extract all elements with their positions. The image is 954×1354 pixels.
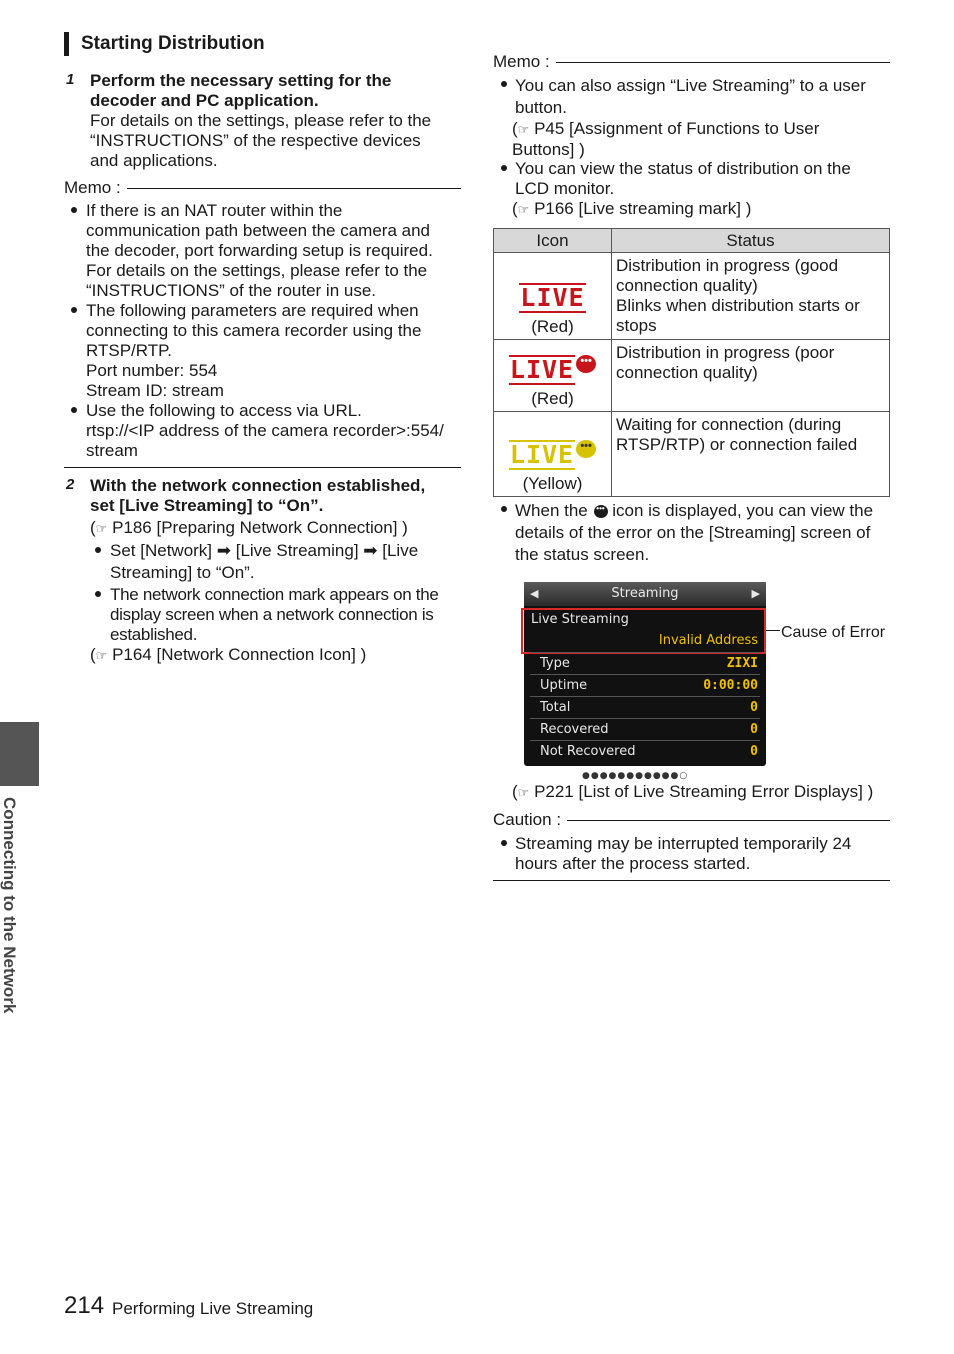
- bullet-line: LCD monitor.: [515, 179, 615, 198]
- step-1-body-line: and applications.: [90, 151, 218, 170]
- row-value: 0: [750, 722, 758, 737]
- memo-left-bullet-3: [86, 401, 444, 461]
- bullet-line: established.: [110, 625, 198, 644]
- memo-right-bullet-2: [515, 159, 851, 199]
- status-cell: [612, 253, 890, 340]
- warning-bubble-icon: •••: [576, 355, 596, 373]
- hand-pointer-icon: ☞: [95, 521, 108, 536]
- bullet-line: The network connection mark appears on the: [110, 585, 439, 604]
- ref-paren: (: [512, 199, 518, 218]
- status-line: RTSP/RTP) or connection failed: [616, 435, 858, 454]
- bullet-line: You can view the status of distribution on the: [515, 159, 851, 178]
- hand-pointer-icon: ☞: [517, 202, 530, 217]
- bullet-line: Use the following to access via URL.: [86, 401, 362, 420]
- bullet-dot: [501, 506, 507, 512]
- memo-left-bullet-1: [86, 201, 433, 301]
- step-2: [90, 476, 425, 539]
- chapter-tab-label: Connecting to the Network: [0, 797, 19, 1014]
- step-1: [90, 71, 431, 171]
- bullet-line: hours after the process started.: [515, 854, 751, 873]
- memo-rule: [127, 188, 461, 189]
- row-value: 0: [750, 700, 758, 715]
- step-2-bullet-2: [110, 585, 439, 645]
- streaming-screen: [524, 582, 766, 781]
- caution-label: Caution :: [493, 810, 562, 829]
- page-number: 214: [64, 1292, 105, 1319]
- screen-row-total: [530, 696, 760, 718]
- reference-text: P164 [Network Connection Icon] ): [112, 645, 367, 664]
- bullet-line: display screen when a network connection is: [110, 605, 434, 624]
- screen-title: Streaming: [611, 586, 679, 601]
- status-cell: [612, 412, 890, 497]
- row-value: 0: [750, 744, 758, 759]
- row-label: Recovered: [540, 722, 609, 737]
- footer-title: Performing Live Streaming: [112, 1299, 314, 1318]
- bullet-dot: [95, 547, 101, 553]
- status-table: [493, 228, 890, 497]
- status-line: Blinks when distribution starts or: [616, 296, 860, 315]
- page-indicator-dots: ●●●●●●●●●●●○: [582, 771, 689, 781]
- bullet-line: communication path between the camera and: [86, 221, 430, 240]
- reference-link[interactable]: [512, 119, 819, 160]
- memo-right-header: [493, 52, 890, 72]
- ref-paren: (: [512, 782, 518, 801]
- status-line: connection quality): [616, 363, 758, 382]
- caution-header: [493, 810, 890, 830]
- bullet-line: Streaming may be interrupted temporarily 24: [515, 834, 852, 853]
- hand-pointer-icon: ☞: [95, 648, 108, 663]
- table-header-row: [494, 229, 890, 253]
- bullet-line: For details on the settings, please refer to the: [86, 261, 428, 280]
- status-line: Distribution in progress (good: [616, 256, 839, 275]
- row-label: Not Recovered: [540, 744, 636, 759]
- bullet-line: Streaming] to “On”.: [110, 563, 255, 582]
- memo-label: Memo :: [64, 178, 121, 197]
- caution-bullet: [515, 834, 851, 874]
- icon-color-label: (Yellow): [522, 474, 583, 493]
- step-1-heading-line: Perform the necessary setting for the: [90, 71, 392, 90]
- table-row: [494, 412, 890, 497]
- bullet-dot: [71, 307, 77, 313]
- bullet-dot: [501, 840, 507, 846]
- reference-link[interactable]: [90, 645, 366, 666]
- row-label: Total: [540, 700, 571, 715]
- icon-cell: [494, 412, 612, 497]
- bullet-line: RTSP/RTP.: [86, 341, 172, 360]
- memo-left-bullet-2: [86, 301, 421, 401]
- caution-end-rule: [493, 880, 890, 881]
- bullet-line: connecting to this camera recorder using the: [86, 321, 422, 340]
- step-2-bullet-1: [110, 540, 418, 584]
- memo-left-header: [64, 178, 461, 198]
- bullet-line: Set [Network] ➡ [Live Streaming] ➡ [Live: [110, 541, 419, 560]
- callout-label: Cause of Error: [781, 624, 886, 641]
- reference-text: P186 [Preparing Network Connection] ): [112, 518, 408, 537]
- hand-pointer-icon: ☞: [517, 122, 530, 137]
- bullet-dot: [501, 81, 507, 87]
- status-cell: [612, 340, 890, 412]
- step-1-body-line: “INSTRUCTIONS” of the respective devices: [90, 131, 421, 150]
- icon-color-label: (Red): [531, 317, 574, 336]
- memo-end-rule: [64, 467, 461, 468]
- reference-link[interactable]: [512, 199, 751, 220]
- status-line: Distribution in progress (poor: [616, 343, 835, 362]
- screen-row-recovered: [530, 718, 760, 740]
- bullet-line: Stream ID: stream: [86, 381, 224, 400]
- next-page-arrow-icon[interactable]: ▶: [751, 587, 760, 600]
- row-value: ZIXI: [726, 656, 758, 671]
- bullet-line: the decoder, port forwarding setup is required.: [86, 241, 433, 260]
- status-line: connection quality): [616, 276, 758, 295]
- ref-paren: (: [90, 518, 96, 537]
- step-2-heading-line: With the network connection established,: [90, 476, 426, 495]
- bullet-line: button.: [515, 98, 567, 117]
- memo-right-bullet-1: [515, 75, 866, 119]
- bullet-line: Port number: 554: [86, 361, 218, 380]
- table-row: [494, 340, 890, 412]
- row-label: Uptime: [540, 678, 588, 693]
- live-red-icon: LIVE: [509, 355, 575, 384]
- column-header-status: Status: [612, 229, 890, 253]
- step-1-body-line: For details on the settings, please refer to the: [90, 111, 432, 130]
- ref-paren: (: [512, 119, 518, 138]
- error-note-text: When the: [515, 501, 588, 520]
- error-note-text: details of the error on the [Streaming] screen of: [515, 523, 871, 542]
- bullet-dot: [71, 407, 77, 413]
- error-bubble-icon: •••: [594, 505, 608, 518]
- reference-link[interactable]: [90, 518, 425, 539]
- screen-row-not-recovered: [530, 740, 760, 762]
- bullet-line: The following parameters are required when: [86, 301, 419, 320]
- reference-text: Buttons] ): [512, 140, 585, 159]
- bullet-line: You can also assign “Live Streaming” to a user: [515, 76, 866, 95]
- table-row: [494, 253, 890, 340]
- step-2-heading-line: set [Live Streaming] to “On”.: [90, 496, 324, 515]
- column-header-icon: Icon: [494, 229, 612, 253]
- screen-row-uptime: [530, 674, 760, 696]
- callout-leader-line: [766, 630, 780, 631]
- step-1-number: 1: [66, 71, 75, 88]
- live-yellow-icon: LIVE: [509, 440, 575, 469]
- hand-pointer-icon: ☞: [517, 785, 530, 800]
- chapter-tab: [0, 722, 39, 786]
- ref-paren: (: [90, 645, 96, 664]
- step-2-number: 2: [66, 476, 75, 493]
- bullet-line: stream: [86, 441, 138, 460]
- warning-bubble-icon: •••: [576, 440, 596, 458]
- screen-titlebar: [524, 582, 766, 606]
- bullet-line: “INSTRUCTIONS” of the router in use.: [86, 281, 377, 300]
- reference-link[interactable]: [512, 782, 873, 803]
- section-title: Starting Distribution: [64, 32, 265, 56]
- error-note-text: icon is displayed, you can view the: [612, 501, 874, 520]
- screen-row-type: [530, 652, 760, 674]
- icon-color-label: (Red): [531, 389, 574, 408]
- previous-page-arrow-icon[interactable]: ◀: [530, 587, 539, 600]
- error-note: [515, 500, 873, 566]
- live-streaming-label: Live Streaming: [531, 612, 629, 627]
- caution-rule: [567, 820, 890, 821]
- reference-text: P166 [Live streaming mark] ): [534, 199, 752, 218]
- bullet-line: If there is an NAT router within the: [86, 201, 343, 220]
- status-line: Waiting for connection (during: [616, 415, 842, 434]
- bullet-dot: [71, 207, 77, 213]
- row-label: Type: [540, 656, 570, 671]
- live-red-icon: LIVE: [520, 283, 585, 312]
- error-value: Invalid Address: [658, 633, 758, 648]
- bullet-line: rtsp://<IP address of the camera recorder>:554/: [86, 421, 444, 440]
- memo-label: Memo :: [493, 52, 550, 71]
- error-note-text: the status screen.: [515, 545, 650, 564]
- icon-cell: [494, 253, 612, 340]
- bullet-dot: [501, 165, 507, 171]
- reference-text: P45 [Assignment of Functions to User: [534, 119, 820, 138]
- bullet-dot: [95, 591, 101, 597]
- reference-text: P221 [List of Live Streaming Error Displays] ): [534, 782, 874, 801]
- step-1-heading-line: decoder and PC application.: [90, 91, 319, 110]
- status-line: stops: [616, 316, 657, 335]
- memo-rule: [556, 62, 890, 63]
- row-value: 0:00:00: [703, 678, 758, 693]
- icon-cell: [494, 340, 612, 412]
